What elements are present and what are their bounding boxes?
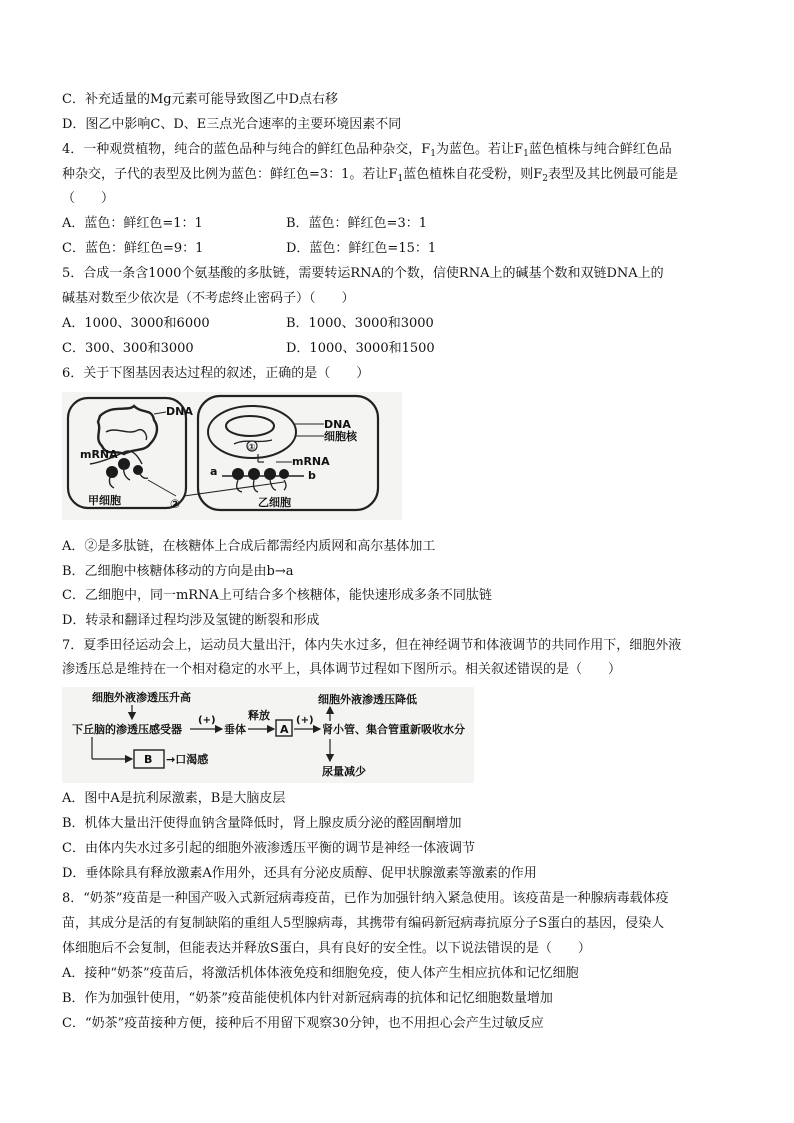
- flow-urine: 尿量减少: [322, 765, 366, 778]
- dna-loop-yi: [226, 416, 274, 436]
- q7-option-d: D．垂体除具有释放激素A作用外，还具有分泌皮质醇、促甲状腺激素等激素的作用: [62, 866, 537, 881]
- label-a: a: [210, 465, 218, 478]
- gene-expression-figure: [62, 392, 402, 520]
- q5-option-d: D．1000、3000和1500: [286, 341, 435, 356]
- q6-option-c: C．乙细胞中，同一mRNA上可结合多个核糖体，能快速形成多条不同肽链: [62, 588, 492, 603]
- q8-option-a: A．接种“奶茶”疫苗后，将激活机体体液免疫和细胞免疫，使人体产生相应抗体和记忆细胞: [62, 966, 579, 981]
- q4-option-a: A．蓝色：鲜红色=1：1: [62, 216, 203, 231]
- q5-option-c: C．300、300和3000: [62, 341, 194, 356]
- label-dna-jia: DNA: [166, 405, 193, 418]
- osmoregulation-flowchart: [62, 687, 474, 783]
- q3-option-d: D．图乙中影响C、D、E三点光合速率的主要环境因素不同: [62, 117, 402, 132]
- dna-loop-jia: [98, 406, 157, 454]
- ribosome: [279, 469, 289, 479]
- dna-inner-strand: [106, 430, 147, 440]
- label-mrna-yi: mRNA: [292, 455, 330, 468]
- flow-receptor: 下丘脑的渗透压感受器: [72, 723, 182, 736]
- flow-plus-1: (+): [198, 715, 216, 726]
- q5-stem-line-2: 碱基对数至少依次是（不考虑终止密码子）（ ）: [62, 291, 355, 306]
- q4-option-c: C．蓝色：鲜红色=9：1: [62, 241, 204, 256]
- flow-pituitary: 垂体: [224, 723, 246, 736]
- q8-stem-line-1: 8．“奶茶”疫苗是一种国产吸入式新冠病毒疫苗，已作为加强针纳入紧急使用。该疫苗是一种腺病毒载体疫: [62, 891, 669, 906]
- q5-stem-line-1: 5．合成一条含1000个氨基酸的多肽链，需要转运RNA的个数，信使RNA上的碱基个数和双链DNA上的: [62, 266, 664, 281]
- flow-release: 释放: [248, 709, 270, 722]
- flow-fall: 细胞外液渗透压降低: [318, 693, 417, 706]
- q7-option-a: A．图中A是抗利尿激素，B是大脑皮层: [62, 791, 286, 806]
- ribosome: [264, 468, 276, 480]
- label-num-1: ①: [248, 443, 256, 453]
- q8-stem-line-3: 体细胞后不会复制，但能表达并释放S蛋白，具有良好的安全性。以下说法错误的是（ ）: [62, 941, 591, 956]
- flow-plus-2: (+): [296, 715, 314, 726]
- q3-option-c: C．补充适量的Mg元素可能导致图乙中D点右移: [62, 92, 339, 107]
- q6-stem: 6．关于下图基因表达过程的叙述，正确的是（ ）: [62, 366, 370, 381]
- q4-stem-line-2: 种杂交，子代的表型及比例为蓝色：鲜红色=3：1。若让$F_1$蓝色植株自花受粉，则$F_2$表型及其比例最可能是: [62, 167, 678, 184]
- q6-option-a: A．②是多肽链，在核糖体上合成后都需经内质网和高尔基体加工: [62, 539, 436, 554]
- q6-option-d: D．转录和翻译过程均涉及氢键的断裂和形成: [62, 613, 320, 628]
- flow-kidney: 肾小管、集合管重新吸收水分: [322, 723, 465, 736]
- q7-stem-line-2: 渗透压总是维持在一个相对稳定的水平上，具体调节过程如下图所示。相关叙述错误的是（ ）: [62, 662, 622, 677]
- label-nucleus: 细胞核: [324, 430, 357, 443]
- q4-answer-bracket: （ ）: [62, 191, 115, 206]
- q5-option-b: B．1000、3000和3000: [286, 316, 434, 331]
- q7-stem-line-1: 7．夏季田径运动会上，运动员大量出汗，体内失水过多，但在神经调节和体液调节的共同作用下，细胞外液: [62, 638, 682, 653]
- q8-option-b: B．作为加强针使用，“奶茶”疫苗能使机体内针对新冠病毒的抗体和记忆细胞数量增加: [62, 991, 553, 1006]
- q8-stem-line-2: 苗，其成分是活的有复制缺陷的重组人5型腺病毒，其携带有编码新冠病毒抗原分子S蛋白的基因，侵染人: [62, 916, 665, 931]
- ribosome: [248, 468, 260, 480]
- label-dna-yi: DNA: [324, 418, 351, 431]
- q4-option-b: B．蓝色：鲜红色=3：1: [286, 216, 427, 231]
- flow-box-a: A: [280, 723, 289, 736]
- flow-thirst: →口渴感: [166, 753, 209, 766]
- label-num-2: ②: [170, 497, 181, 511]
- q4-option-d: D．蓝色：鲜红色=15：1: [286, 241, 437, 256]
- ribosome: [232, 468, 244, 480]
- q4-stem-line-1: 4．一种观赏植物，纯合的蓝色品种与纯合的鲜红色品种杂交，$F_1$为蓝色。若让$F_1$蓝色植株与纯合鲜红色品: [62, 142, 672, 159]
- q6-option-b: B．乙细胞中核糖体移动的方向是由b→a: [62, 564, 294, 579]
- label-cell-jia: 甲细胞: [88, 494, 121, 507]
- flow-box-b: B: [144, 753, 153, 766]
- q7-option-c: C．由体内失水过多引起的细胞外液渗透压平衡的调节是神经一体液调节: [62, 841, 475, 856]
- q5-option-a: A．1000、3000和6000: [62, 316, 210, 331]
- q7-option-b: B．机体大量出汗使得血钠含量降低时，肾上腺皮质分泌的醛固酮增加: [62, 816, 462, 831]
- label-mrna-jia: mRNA: [80, 448, 118, 461]
- label-b: b: [308, 469, 316, 482]
- q8-option-c: C．“奶茶”疫苗接种方便，接种后不用留下观察30分钟，也不用担心会产生过敏反应: [62, 1016, 544, 1031]
- flow-rise: 细胞外液渗透压升高: [92, 691, 191, 704]
- label-cell-yi: 乙细胞: [258, 496, 291, 509]
